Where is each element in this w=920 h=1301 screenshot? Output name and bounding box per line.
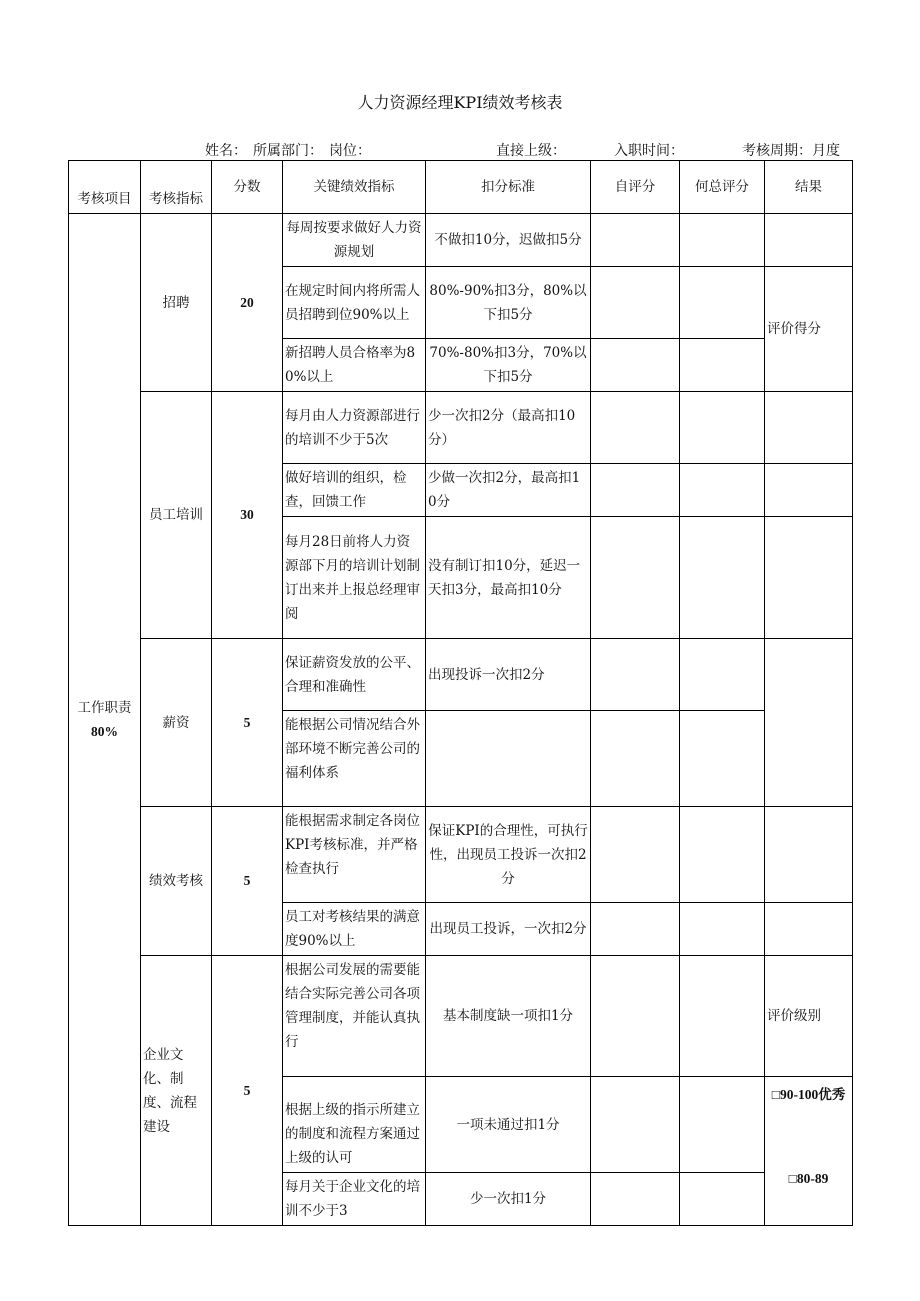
table-row (69, 639, 853, 711)
kpi-cell: 每周按要求做好人力资源规划 (283, 214, 426, 267)
table-row (69, 807, 853, 903)
self-score-cell[interactable] (591, 639, 680, 711)
result-cell (765, 807, 853, 903)
self-score-cell[interactable] (591, 1173, 680, 1226)
kpi-cell: 能根据公司情况结合外部环境不断完善公司的福利体系 (283, 711, 426, 807)
manager-score-cell[interactable] (680, 903, 765, 956)
level-options-cell (765, 1077, 853, 1226)
deduction-cell: 70%-80%扣3分，70%以下扣5分 (426, 339, 591, 392)
manager-score-cell[interactable] (680, 807, 765, 903)
deduction-cell: 少一次扣2分（最高扣10分） (426, 392, 591, 464)
deduction-cell: 基本制度缺一项扣1分 (426, 956, 591, 1077)
kpi-cell: 做好培训的组织，检查，回馈工作 (283, 464, 426, 517)
deduction-cell: 出现员工投诉，一次扣2分 (426, 903, 591, 956)
kpi-cell: 员工对考核结果的满意度90%以上 (283, 903, 426, 956)
result-cell (765, 517, 853, 639)
deduction-cell (426, 711, 591, 807)
indicator-recruit: 招聘 (141, 214, 212, 392)
category-weight: 80% (91, 723, 118, 739)
deduction-cell: 一项未通过扣1分 (426, 1077, 591, 1173)
self-score-cell[interactable] (591, 807, 680, 903)
self-score-cell[interactable] (591, 711, 680, 807)
manager-score-cell[interactable] (680, 711, 765, 807)
kpi-cell: 能根据需求制定各岗位KPI考核标准，并严格检查执行 (283, 807, 426, 903)
manager-score-cell[interactable] (680, 392, 765, 464)
position-label: 岗位： (329, 143, 371, 159)
manager-score-cell[interactable] (680, 1077, 765, 1173)
self-score-cell[interactable] (591, 392, 680, 464)
score-training: 30 (212, 392, 283, 639)
self-score-cell[interactable] (591, 464, 680, 517)
score-recruit: 20 (212, 214, 283, 392)
deduction-cell: 出现投诉一次扣2分 (426, 639, 591, 711)
hire-date-label: 入职时间： (614, 143, 684, 159)
evaluation-level-label: 评价级别 (765, 956, 853, 1077)
result-cell (765, 392, 853, 464)
self-score-cell[interactable] (591, 956, 680, 1077)
deduction-cell: 80%-90%扣3分，80%以下扣5分 (426, 267, 591, 339)
manager-score-cell[interactable] (680, 464, 765, 517)
evaluation-score-label: 评价得分 (765, 267, 853, 392)
result-cell (765, 639, 853, 807)
kpi-cell: 根据上级的指示所建立的制度和流程方案通过上级的认可 (283, 1077, 426, 1173)
table-row (69, 392, 853, 464)
header-item: 考核项目 (69, 161, 141, 214)
deduction-cell: 没有制订扣10分，延迟一天扣3分，最高扣10分 (426, 517, 591, 639)
result-cell (765, 464, 853, 517)
header-result: 结果 (765, 161, 853, 214)
header-self: 自评分 (591, 161, 680, 214)
header-score: 分数 (212, 161, 283, 214)
manager-score-cell[interactable] (680, 639, 765, 711)
self-score-cell[interactable] (591, 903, 680, 956)
header-indicator: 考核指标 (141, 161, 212, 214)
header-row (69, 161, 853, 214)
result-cell (765, 214, 853, 267)
deduction-cell: 少做一次扣2分，最高扣10分 (426, 464, 591, 517)
score-culture: 5 (212, 956, 283, 1226)
score-performance: 5 (212, 807, 283, 956)
self-score-cell[interactable] (591, 267, 680, 339)
table-row (69, 956, 853, 1077)
kpi-cell: 保证薪资发放的公平、合理和准确性 (283, 639, 426, 711)
indicator-performance: 绩效考核 (141, 807, 212, 956)
deduction-cell: 不做扣10分，迟做扣5分 (426, 214, 591, 267)
table-row (69, 214, 853, 267)
manager-score-cell[interactable] (680, 339, 765, 392)
result-cell (765, 903, 853, 956)
kpi-cell: 每月28日前将人力资源部下月的培训计划制订出来并上报总经理审阅 (283, 517, 426, 639)
self-score-cell[interactable] (591, 1077, 680, 1173)
page-title: 人力资源经理KPI绩效考核表 (357, 93, 563, 112)
indicator-training: 员工培训 (141, 392, 212, 639)
manager-score-cell[interactable] (680, 1173, 765, 1226)
kpi-table (68, 160, 853, 1226)
manager-score-cell[interactable] (680, 956, 765, 1077)
deduction-cell: 保证KPI的合理性，可执行性，出现员工投诉一次扣2分 (426, 807, 591, 903)
score-salary: 5 (212, 639, 283, 807)
kpi-cell: 新招聘人员合格率为80%以上 (283, 339, 426, 392)
period-label: 考核周期：月度 (742, 143, 840, 159)
manager-score-cell[interactable] (680, 214, 765, 267)
supervisor-label: 直接上级： (496, 143, 566, 159)
name-label: 姓名： (205, 143, 247, 159)
level-excellent-checkbox[interactable]: □90-100优秀 (771, 1087, 846, 1102)
indicator-culture: 企业文化、制度、流程建设 (141, 956, 212, 1226)
self-score-cell[interactable] (591, 339, 680, 392)
header-deduction: 扣分标准 (426, 161, 591, 214)
kpi-cell: 在规定时间内将所需人员招聘到位90%以上 (283, 267, 426, 339)
self-score-cell[interactable] (591, 214, 680, 267)
header-manager: 何总评分 (680, 161, 765, 214)
level-80-89-checkbox[interactable]: □80-89 (788, 1171, 829, 1186)
category-name: 工作职责 (77, 699, 132, 716)
kpi-cell: 每月关于企业文化的培训不少于3 (283, 1173, 426, 1226)
header-kpi: 关键绩效指标 (283, 161, 426, 214)
indicator-salary: 薪资 (141, 639, 212, 807)
category-cell (69, 214, 141, 1226)
deduction-cell: 少一次扣1分 (426, 1173, 591, 1226)
kpi-cell: 每月由人力资源部进行的培训不少于5次 (283, 392, 426, 464)
self-score-cell[interactable] (591, 517, 680, 639)
dept-label: 所属部门： (253, 143, 323, 159)
manager-score-cell[interactable] (680, 517, 765, 639)
manager-score-cell[interactable] (680, 267, 765, 339)
kpi-cell: 根据公司发展的需要能结合实际完善公司各项管理制度，并能认真执行 (283, 956, 426, 1077)
